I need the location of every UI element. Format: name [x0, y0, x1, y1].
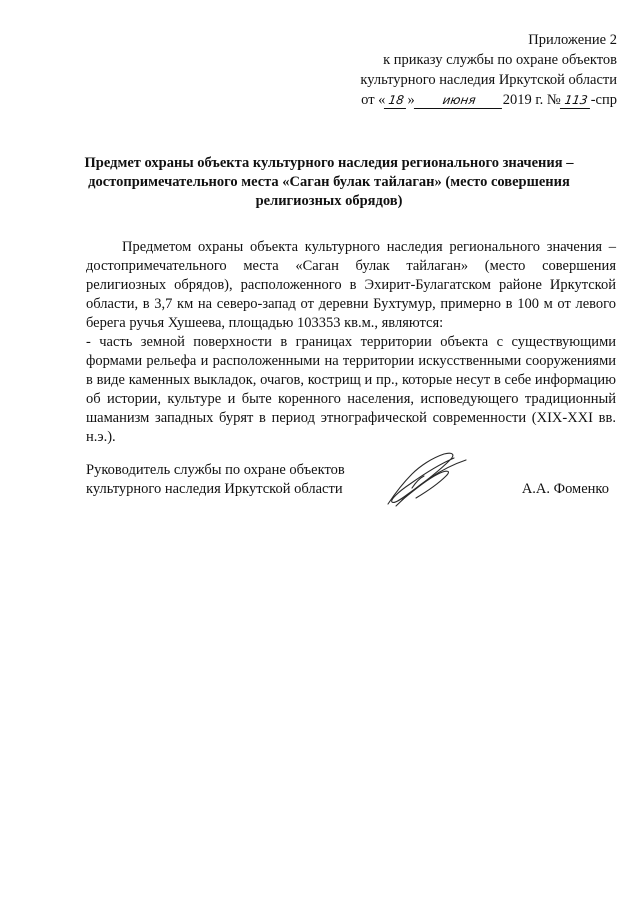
signatory-position — [86, 461, 386, 499]
date-prefix: от « — [361, 92, 386, 108]
body-paragraph-1: Предметом охраны объекта культурного наследия регионального значения – достопримечательного места «Саган булак тайлаган» (место совершения религиозных обрядов), расположенного в Эхирит-Булагатском районе Иркутской области, в 3,7 км на северо-запад от деревни Бухтумур, примерно в 100 м от левого берега ручья Хушеева, площадью 103353 кв.м., являются: — [86, 239, 616, 331]
signatory-name: А.А. Фоменко — [521, 481, 609, 497]
appendix-date-line — [287, 90, 617, 110]
date-year: 2019 г. № — [502, 92, 561, 108]
handwritten-day: 18 — [384, 93, 408, 109]
handwritten-order-number: 113 — [560, 93, 592, 109]
appendix-header — [287, 30, 617, 110]
date-suffix: -спр — [590, 92, 617, 108]
document-title: Предмет охраны объекта культурного наследия регионального значения – достопримечательного места «Саган булак тайлаган» (место совершения религиозных обрядов) — [84, 155, 574, 209]
body-paragraph-2: - часть земной поверхности в границах территории объекта с существующими формами рельефа и расположенными на территории искусственными сооружениями в виде каменных выкладок, очагов, кострищ и пр., которые несут в себе информацию об истории, культуре и быте коренного населения, исповедующего традиционный шаманизм западных бурят в период этнографической современности (XIX-XXI вв. н.э.). — [86, 334, 616, 445]
appendix-authority: культурного наследия Иркутской области — [360, 72, 617, 88]
signatory-position-line-1: Руководитель службы по охране объектов — [86, 462, 345, 478]
appendix-order-ref: к приказу службы по охране объектов — [383, 52, 617, 68]
document-body — [86, 238, 616, 447]
signatory-position-line-2: культурного наследия Иркутской области — [86, 481, 343, 497]
signature-icon — [382, 448, 472, 510]
handwritten-month: июня — [414, 93, 504, 109]
date-mid: » — [407, 92, 415, 108]
appendix-title: Приложение 2 — [528, 32, 617, 48]
